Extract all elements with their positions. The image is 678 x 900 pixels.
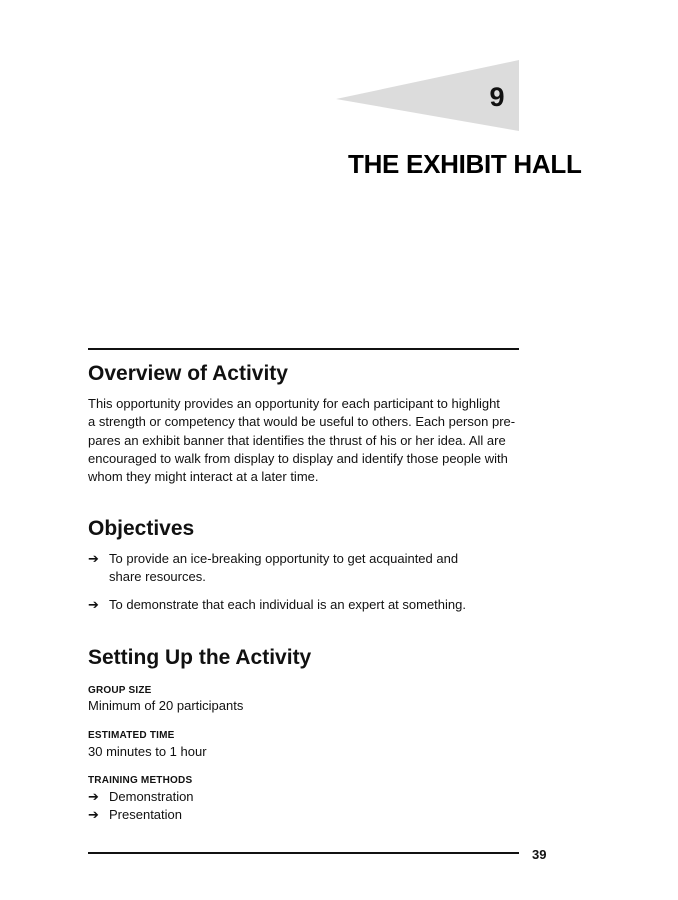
top-divider [88, 348, 519, 350]
arrow-bullet-icon: ➔ [88, 597, 99, 612]
group-size-label: GROUP SIZE [88, 685, 152, 696]
overview-line: whom they might interact at a later time. [88, 469, 319, 485]
objective-text [109, 596, 466, 614]
training-method-text: Demonstration [109, 789, 194, 804]
training-methods-label: TRAINING METHODS [88, 775, 193, 786]
estimated-time-label: ESTIMATED TIME [88, 730, 175, 741]
overview-line: encouraged to walk from display to display and identify those people with [88, 450, 508, 466]
overview-line: pares an exhibit banner that identifies the thrust of his or her idea. All are [88, 432, 506, 448]
arrow-bullet-icon: ➔ [88, 551, 99, 566]
overview-line: This opportunity provides an opportunity for each participant to highlight [88, 396, 500, 411]
bottom-divider [88, 852, 519, 854]
overview-line: a strength or competency that would be useful to others. Each person pre- [88, 414, 516, 430]
chapter-title: THE EXHIBIT HALL [348, 149, 582, 179]
overview-heading: Overview of Activity [88, 362, 288, 385]
chapter-number: 9 [489, 82, 505, 112]
group-size-value: Minimum of 20 participants [88, 698, 244, 713]
page-number: 39 [532, 847, 547, 862]
objective-line: share resources. [109, 569, 206, 585]
arrow-bullet-icon: ➔ [88, 789, 99, 804]
objective-line: To provide an ice-breaking opportunity to get acquainted and [109, 551, 459, 566]
training-method-text: Presentation [109, 807, 182, 822]
estimated-time-value: 30 minutes to 1 hour [88, 744, 207, 759]
objective-line: To demonstrate that each individual is an expert at something. [109, 597, 466, 612]
objectives-heading: Objectives [88, 517, 195, 540]
setup-heading: Setting Up the Activity [88, 646, 312, 669]
arrow-bullet-icon: ➔ [88, 807, 99, 822]
chapter-tab-shape [0, 0, 678, 140]
overview-paragraph [88, 395, 521, 486]
objective-text [109, 550, 458, 587]
